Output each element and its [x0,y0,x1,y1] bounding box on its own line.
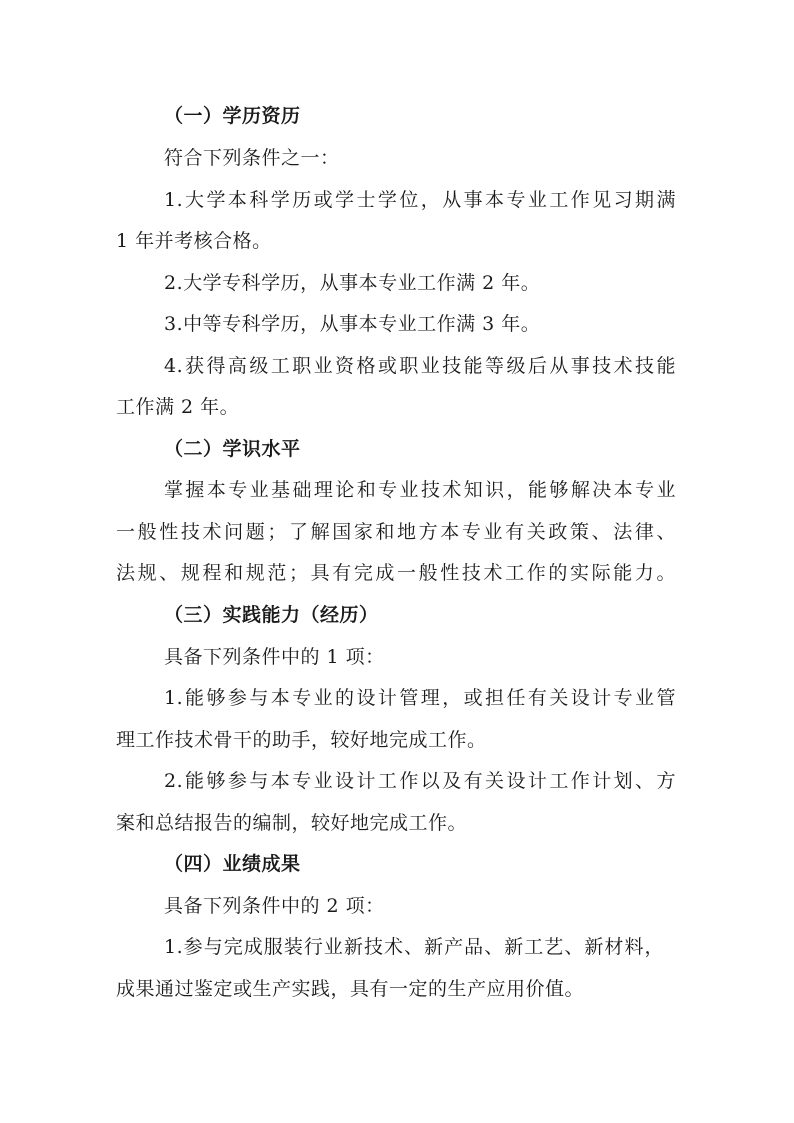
section-3-item-1-line-2: 理工作技术骨干的助手，较好地完成工作。 [116,729,487,751]
section-4-item-1-line-2: 成果通过鉴定或生产实践，具有一定的生产应用价值。 [116,978,585,1000]
section-3-heading: （三）实践能力（经历） [164,604,379,626]
section-4-heading: （四）业绩成果 [164,853,301,875]
section-3-intro: 具备下列条件中的 1 项： [164,646,385,668]
section-3-item-2-line-1: 2.能够参与本专业设计工作以及有关设计工作计划、方 [164,770,676,792]
section-2-paragraph-line-1: 掌握本专业基础理论和专业技术知识，能够解决本专业 [164,479,676,501]
section-1-item-4-line-2: 工作满 2 年。 [116,396,240,418]
section-1-item-2: 2.大学专科学历，从事本专业工作满 2 年。 [164,272,541,294]
section-1-intro: 符合下列条件之一： [164,147,340,169]
section-1-item-1-line-2: 1 年并考核合格。 [116,230,272,252]
section-4-intro: 具备下列条件中的 2 项： [164,895,385,917]
section-1-item-1-line-1: 1.大学本科学历或学士学位，从事本专业工作见习期满 [164,189,676,211]
section-1-item-3: 3.中等专科学历，从事本专业工作满 3 年。 [164,313,541,335]
section-3-item-2-line-2: 案和总结报告的编制，较好地完成工作。 [116,812,468,834]
section-3-item-1-line-1: 1.能够参与本专业的设计管理，或担任有关设计专业管 [164,687,676,709]
section-1-item-4-line-1: 4.获得高级工职业资格或职业技能等级后从事技术技能 [164,355,676,377]
section-4-item-1-line-1: 1.参与完成服装行业新技术、新产品、新工艺、新材料， [164,936,664,958]
section-2-heading: （二）学识水平 [164,438,301,460]
section-1-heading: （一）学历资历 [164,105,301,127]
section-2-paragraph-line-3: 法规、规程和规范；具有完成一般性技术工作的实际能力。 [116,562,676,584]
section-2-paragraph-line-2: 一般性技术问题；了解国家和地方本专业有关政策、法律、 [116,521,676,543]
